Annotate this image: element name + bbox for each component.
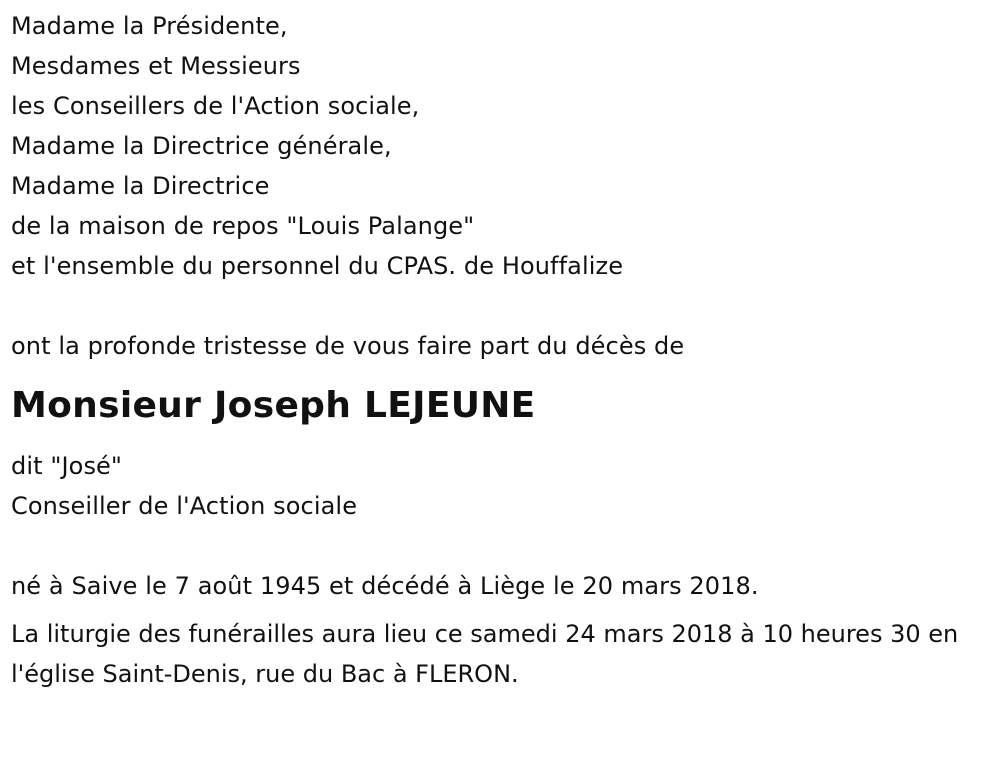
announcement-text: ont la profonde tristesse de vous faire part du décès de <box>11 332 685 360</box>
addressee-line: et l'ensemble du personnel du CPAS. de Houffalize <box>11 252 624 280</box>
spacer <box>11 286 986 326</box>
birth-death-text: né à Saive le 7 août 1945 et décédé à Liège le 20 mars 2018. <box>11 572 759 600</box>
addressee-line: de la maison de repos "Louis Palange" <box>11 212 475 240</box>
addressee-line: Mesdames et Messieurs <box>11 52 301 80</box>
deceased-name: Monsieur Joseph LEJEUNE <box>11 385 536 426</box>
addressee-line: Madame la Présidente, <box>11 12 288 40</box>
addressee-line: Madame la Directrice générale, <box>11 132 392 160</box>
role-text: Conseiller de l'Action sociale <box>11 492 358 520</box>
addressee-line: Madame la Directrice <box>11 172 270 200</box>
addressee-block <box>11 6 986 286</box>
death-notice <box>11 6 986 694</box>
spacer <box>11 526 986 566</box>
addressee-line: les Conseillers de l'Action sociale, <box>11 92 420 120</box>
nickname-text: dit "José" <box>11 452 123 480</box>
funeral-text: La liturgie des funérailles aura lieu ce samedi 24 mars 2018 à 10 heures 30 en l'église Saint-Denis, rue du Bac à FLERON. <box>11 620 959 688</box>
